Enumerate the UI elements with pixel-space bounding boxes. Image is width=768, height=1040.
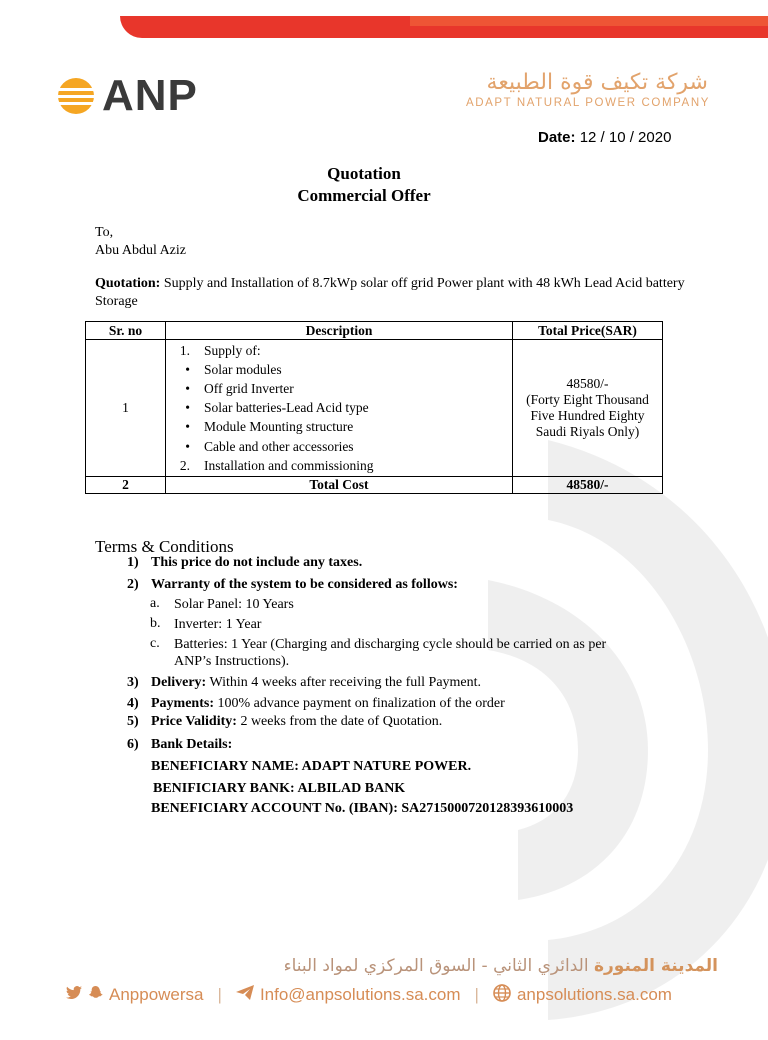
footer-divider: | xyxy=(474,985,479,1004)
list-item: • Cable and other accessories xyxy=(185,438,354,454)
anp-logo xyxy=(56,71,198,121)
footer-social-handle[interactable]: Anppowersa xyxy=(109,985,204,1004)
table-row xyxy=(86,340,663,477)
footer-address xyxy=(284,956,718,976)
quotation-text: Supply and Installation of 8.7kWp solar off grid Power plant with 48 kWh Lead Acid battery Storage xyxy=(95,276,685,309)
globe-icon xyxy=(493,984,511,1007)
quotation-line xyxy=(95,275,685,310)
list-item: • Solar batteries-Lead Acid type xyxy=(185,400,369,416)
document-subtitle: Commercial Offer xyxy=(297,186,431,205)
quotation-label: Quotation: xyxy=(95,276,161,291)
footer-divider: | xyxy=(217,985,222,1004)
terms-heading: Terms & Conditions xyxy=(95,537,234,556)
row1-price-words-1: (Forty Eight Thousand xyxy=(526,392,649,408)
row1-description xyxy=(166,340,513,477)
row2-sr: 2 xyxy=(86,477,166,494)
col-header-price: Total Price(SAR) xyxy=(513,322,663,340)
logo-text: ANP xyxy=(102,71,198,120)
row2-label: Total Cost xyxy=(166,477,513,494)
bank-beneficiary-name: BENEFICIARY NAME: ADAPT NATURE POWER. xyxy=(151,759,472,774)
list-item: • Off grid Inverter xyxy=(185,380,294,396)
date-value: 12 / 10 / 2020 xyxy=(579,129,672,146)
document-title: Quotation xyxy=(327,164,401,183)
row1-sr: 1 xyxy=(86,340,166,477)
row1-price xyxy=(513,340,663,477)
brand-name-arabic: شركة تكيف قوة الطبيعة xyxy=(486,70,708,95)
header-accent-stripe xyxy=(410,16,768,26)
list-item: • Module Mounting structure xyxy=(185,419,354,435)
row1-price-value: 48580/- xyxy=(566,376,609,392)
col-header-description: Description xyxy=(166,322,513,340)
footer-address-rest: الدائري الثاني - السوق المركزي لمواد البناء xyxy=(283,956,594,976)
brand-name-english: ADAPT NATURAL POWER COMPANY xyxy=(465,97,710,109)
row2-price: 48580/- xyxy=(513,477,663,494)
table-header-row xyxy=(86,322,663,340)
date-label: Date: xyxy=(538,129,576,146)
list-item: 2. Installation and commissioning xyxy=(179,457,374,473)
col-header-sr: Sr. no xyxy=(86,322,166,340)
paper-plane-icon xyxy=(236,985,254,1005)
date-line xyxy=(538,129,671,146)
term-2c-line-2: ANP’s Instructions). xyxy=(174,654,290,669)
to-label: To, xyxy=(95,225,114,240)
snapchat-icon[interactable] xyxy=(88,985,103,1005)
watermark-logo xyxy=(288,420,768,1040)
description-list xyxy=(166,340,512,476)
table-row-total xyxy=(86,477,663,494)
footer-contacts xyxy=(66,983,726,1007)
bank-account-iban: BENEFICIARY ACCOUNT No. (IBAN): SA2715000720128393610003 xyxy=(151,801,574,816)
footer-website[interactable]: anpsolutions.sa.com xyxy=(516,985,672,1004)
footer-email[interactable]: Info@anpsolutions.sa.com xyxy=(259,985,461,1004)
row1-price-words-2: Five Hundred Eighty xyxy=(530,408,645,424)
footer-address-city: المدينة المنورة xyxy=(593,956,718,976)
offer-table xyxy=(85,321,663,494)
twitter-icon[interactable] xyxy=(66,985,82,1005)
list-item: 1. Supply of: xyxy=(179,342,261,358)
recipient-block xyxy=(95,224,186,260)
list-item: • Solar modules xyxy=(185,361,282,377)
row1-price-words-3: Saudi Riyals Only) xyxy=(535,424,640,440)
recipient-name: Abu Abdul Aziz xyxy=(95,243,186,258)
bank-beneficiary-bank: BENIFICIARY BANK: ALBILAD BANK xyxy=(153,781,406,796)
sun-logo-icon xyxy=(56,76,96,116)
term-2c-line-1: Batteries: 1 Year (Charging and discharging cycle should be carried on as per xyxy=(174,637,607,652)
